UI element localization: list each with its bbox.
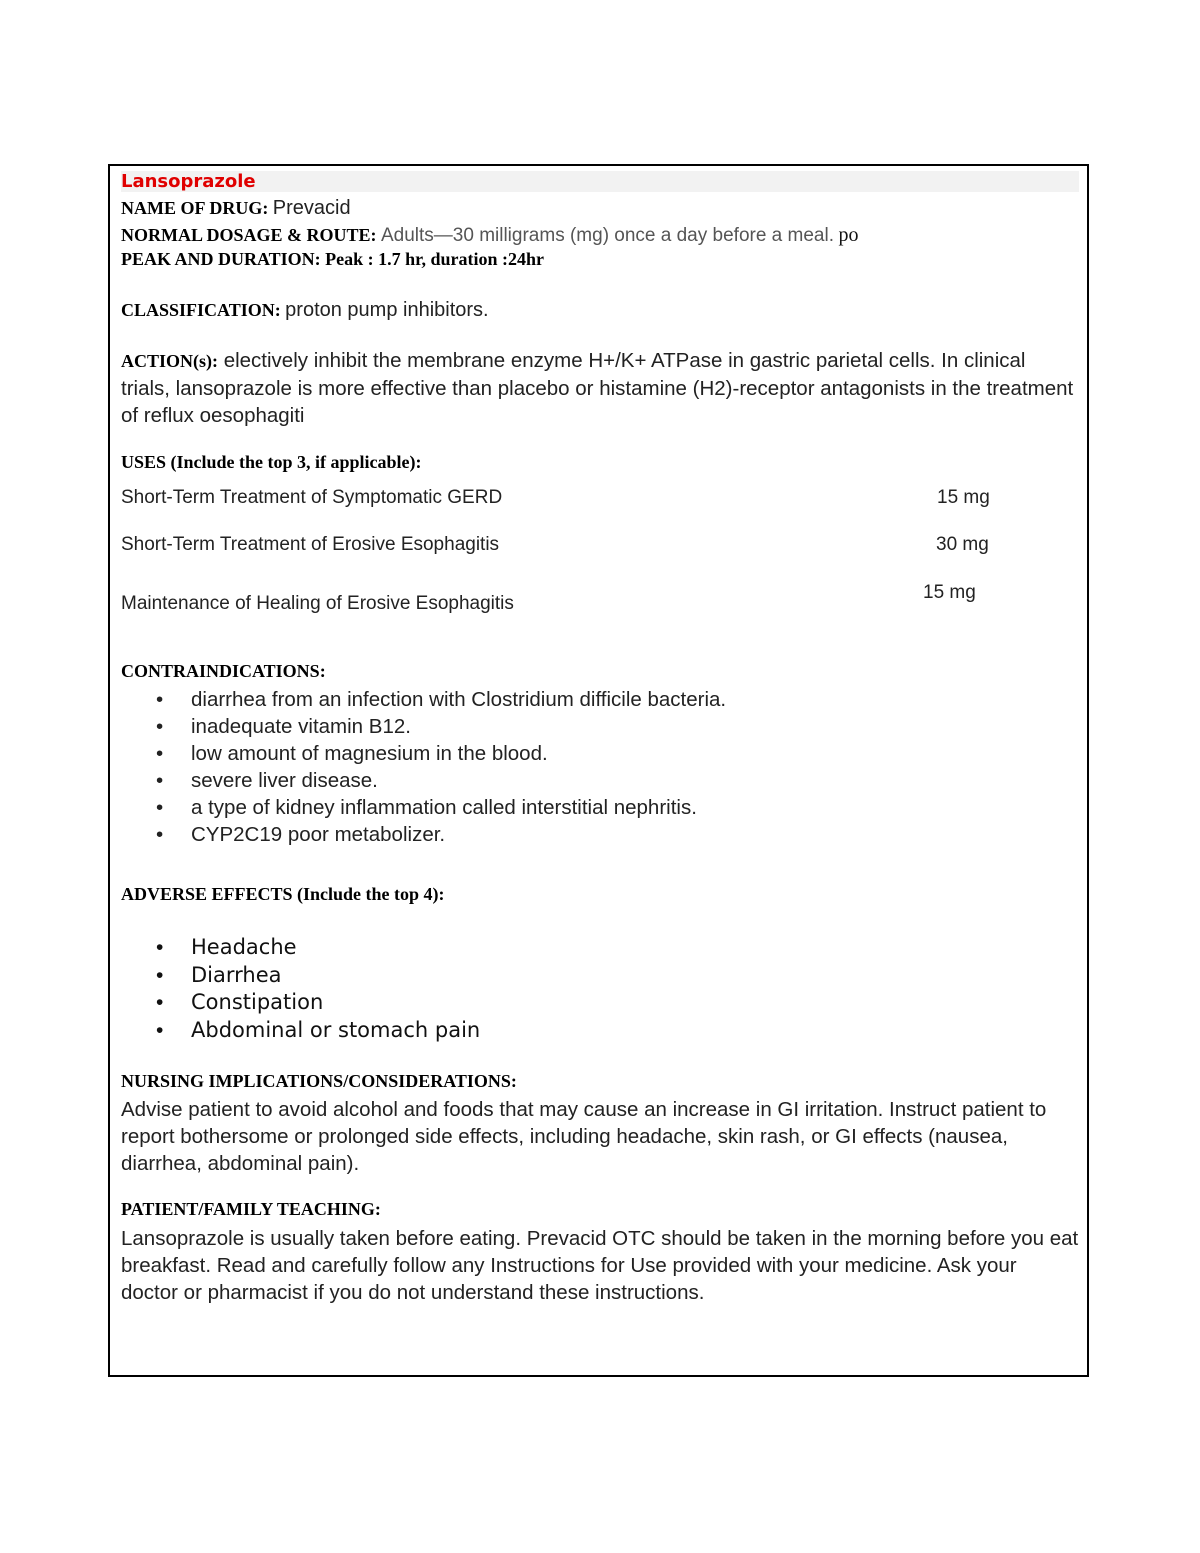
bullet-icon: •: [156, 991, 164, 1014]
bullet-icon: •: [156, 823, 164, 846]
use-item-dose: 15 mg: [937, 487, 990, 508]
teaching-label: PATIENT/FAMILY TEACHING:: [121, 1199, 381, 1219]
bullet-icon: •: [156, 688, 164, 711]
bullet-icon: •: [156, 1018, 164, 1042]
list-item: • severe liver disease.: [156, 769, 378, 792]
classification-row: [121, 299, 489, 322]
dosage-row: [121, 224, 858, 247]
list-item: • Diarrhea: [121, 962, 480, 990]
peak-duration: PEAK AND DURATION: Peak : 1.7 hr, duration :24hr: [121, 249, 545, 269]
list-item: • low amount of magnesium in the blood.: [156, 742, 548, 765]
drug-title: Lansoprazole: [121, 171, 1079, 192]
use-item-name: Maintenance of Healing of Erosive Esophagitis: [121, 593, 514, 614]
bullet-icon: •: [156, 963, 164, 987]
teaching-text: Lansoprazole is usually taken before eating. Prevacid OTC should be taken in the morning before you eat breakfast. Read and carefully follow any Instructions for Use provided with your medicine. Ask your doctor or pharmacist if you do not understand these instructions.: [121, 1227, 1079, 1304]
use-item-name: Short-Term Treatment of Erosive Esophagitis: [121, 534, 500, 555]
use-item-name: Short-Term Treatment of Symptomatic GERD: [121, 487, 503, 508]
classification-label: CLASSIFICATION:: [121, 300, 281, 320]
bullet-icon: •: [156, 796, 164, 819]
contraindications-list: [121, 686, 726, 848]
nursing-text: Advise patient to avoid alcohol and foods that may cause an increase in GI irritation. Instruct patient to report bothersome or prolonged side effects, including headache, skin rash, or GI effects (nausea, diarrhea, abdominal pain).: [121, 1098, 1047, 1175]
contraindications-label: CONTRAINDICATIONS:: [121, 661, 326, 681]
action-paragraph: [121, 347, 1079, 429]
use-item-dose: 30 mg: [936, 534, 989, 555]
adverse-effects-label: ADVERSE EFFECTS (Include the top 4):: [121, 884, 445, 904]
dosage-label: NORMAL DOSAGE & ROUTE:: [121, 225, 377, 245]
nursing-label: NURSING IMPLICATIONS/CONSIDERATIONS:: [121, 1071, 517, 1091]
list-item: • Constipation: [121, 989, 480, 1017]
bullet-icon: •: [156, 715, 164, 738]
bullet-icon: •: [156, 936, 164, 959]
use-item-dose: 15 mg: [923, 582, 976, 603]
action-value: electively inhibit the membrane enzyme H+/K+ ATPase in gastric parietal cells. In clinical trials, lansoprazole is more effective than placebo or histamine (H2)-receptor antagonists in the treatment of reflux oesophagiti: [121, 349, 1074, 427]
bullet-icon: •: [156, 742, 164, 765]
list-item: • Headache: [121, 934, 480, 962]
list-item: • a type of kidney inflammation called interstitial nephritis.: [156, 796, 697, 819]
action-label: ACTION(s):: [121, 351, 218, 371]
list-item: • inadequate vitamin B12.: [156, 715, 411, 738]
list-item: • diarrhea from an infection with Clostridium difficile bacteria.: [156, 688, 727, 711]
drug-card-content: [121, 171, 1079, 1304]
dosage-value: Adults—30 milligrams (mg) once a day before a meal.: [380, 225, 834, 246]
list-item: • Abdominal or stomach pain: [121, 1017, 480, 1045]
dosage-route: po: [838, 224, 859, 246]
uses-label: USES (Include the top 3, if applicable):: [121, 452, 422, 472]
list-item: • CYP2C19 poor metabolizer.: [156, 823, 446, 846]
drug-card: [108, 164, 1089, 1377]
adverse-effects-list: [121, 934, 480, 1044]
bullet-icon: •: [156, 769, 164, 792]
classification-value: proton pump inhibitors.: [285, 299, 489, 321]
name-of-drug-label: NAME OF DRUG:: [121, 198, 269, 218]
name-of-drug-value: Prevacid: [272, 197, 351, 219]
name-of-drug-row: [121, 197, 351, 220]
